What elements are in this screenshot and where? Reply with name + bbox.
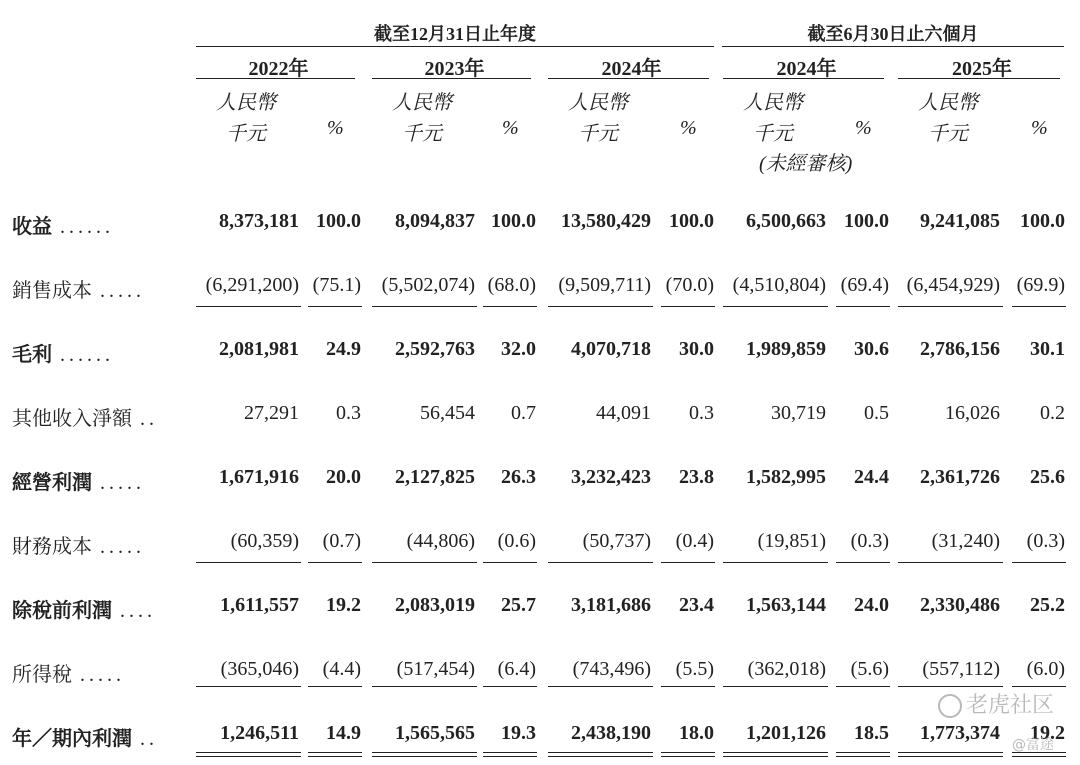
subtotal-rule bbox=[196, 306, 301, 307]
row-label-leader: .. bbox=[140, 408, 158, 430]
subtotal-rule bbox=[483, 306, 537, 307]
row-label-leader: ...... bbox=[60, 344, 114, 366]
subtotal-rule bbox=[308, 306, 362, 307]
percent-cell: 0.5 bbox=[864, 402, 889, 424]
row-label-text: 經營利潤 bbox=[12, 472, 92, 494]
amount-cell: (6,291,200) bbox=[205, 274, 299, 296]
amount-cell: 2,786,156 bbox=[920, 338, 1000, 360]
row-label-leader: ..... bbox=[100, 280, 145, 302]
amount-cell: (50,737) bbox=[582, 530, 651, 552]
subtotal-rule bbox=[548, 562, 653, 563]
percent-cell: 23.8 bbox=[679, 466, 714, 488]
amount-cell: (44,806) bbox=[406, 530, 475, 552]
column-year: 2025年 bbox=[952, 58, 1012, 80]
amount-cell: 1,563,144 bbox=[746, 594, 826, 616]
amount-cell: (19,851) bbox=[757, 530, 826, 552]
column-year-rule bbox=[196, 78, 355, 79]
group-rule-interim bbox=[722, 46, 1064, 47]
subtotal-rule bbox=[196, 562, 301, 563]
subtotal-rule bbox=[661, 562, 715, 563]
row-label-leader: .... bbox=[120, 600, 156, 622]
row-label bbox=[12, 402, 158, 431]
amount-cell: 27,291 bbox=[244, 402, 299, 424]
amount-cell: 2,083,019 bbox=[395, 594, 475, 616]
group-header-annual: 截至12月31日止年度 bbox=[374, 24, 536, 44]
row-label-leader: .. bbox=[140, 728, 158, 750]
row-label-text: 收益 bbox=[12, 216, 52, 238]
amount-cell: (362,018) bbox=[747, 658, 826, 680]
watermark-logo bbox=[938, 688, 1054, 719]
percent-cell: (70.0) bbox=[665, 274, 714, 296]
row-label-leader: ..... bbox=[80, 664, 125, 686]
subtotal-rule bbox=[723, 686, 828, 687]
watermark-brand: 老虎社区 bbox=[966, 693, 1055, 718]
percent-cell: 24.9 bbox=[326, 338, 361, 360]
subtotal-rule bbox=[483, 686, 537, 687]
column-year: 2024年 bbox=[776, 58, 837, 80]
percent-cell: 19.2 bbox=[326, 594, 361, 616]
percent-cell: 30.1 bbox=[1030, 338, 1065, 360]
amount-cell: 2,592,763 bbox=[395, 338, 475, 360]
subtotal-rule bbox=[372, 562, 477, 563]
percent-cell: 0.3 bbox=[689, 402, 714, 424]
row-label-text: 所得稅 bbox=[12, 664, 72, 686]
total-double-rule bbox=[372, 752, 477, 757]
subtotal-rule bbox=[308, 686, 362, 687]
subtotal-rule bbox=[836, 686, 890, 687]
percent-cell: (6.0) bbox=[1026, 658, 1065, 680]
row-label-text: 毛利 bbox=[12, 344, 52, 366]
amount-cell: 2,330,486 bbox=[920, 594, 1000, 616]
row-label bbox=[12, 594, 156, 623]
percent-cell: (75.1) bbox=[312, 274, 361, 296]
percent-cell: 24.4 bbox=[854, 466, 889, 488]
amount-cell: 1,989,859 bbox=[746, 338, 826, 360]
row-label bbox=[12, 722, 158, 751]
row-label-text: 年／期內利潤 bbox=[12, 728, 132, 750]
subtotal-rule bbox=[1012, 306, 1066, 307]
percent-cell: (0.3) bbox=[1026, 530, 1065, 552]
percent-cell: 18.5 bbox=[854, 722, 889, 744]
subtotal-rule bbox=[196, 686, 301, 687]
amount-cell: 2,438,190 bbox=[571, 722, 651, 744]
column-pct-header: % bbox=[502, 117, 519, 139]
column-year-rule bbox=[723, 78, 884, 79]
row-label-leader: ...... bbox=[60, 216, 114, 238]
column-currency: 人民幣 bbox=[216, 92, 276, 114]
percent-cell: (6.4) bbox=[497, 658, 536, 680]
percent-cell: (4.4) bbox=[322, 658, 361, 680]
subtotal-rule bbox=[661, 686, 715, 687]
column-unit: 千元 bbox=[402, 123, 442, 145]
column-year: 2024年 bbox=[601, 58, 662, 80]
amount-cell: 13,580,429 bbox=[561, 210, 651, 232]
subtotal-rule bbox=[548, 306, 653, 307]
amount-cell: (5,502,074) bbox=[381, 274, 475, 296]
column-pct-header: % bbox=[1031, 117, 1048, 139]
percent-cell: 25.2 bbox=[1030, 594, 1065, 616]
percent-cell: 0.2 bbox=[1040, 402, 1065, 424]
tiger-icon bbox=[938, 694, 962, 718]
row-label-text: 銷售成本 bbox=[12, 280, 92, 302]
subtotal-rule bbox=[1012, 686, 1066, 687]
amount-cell: 3,232,423 bbox=[571, 466, 651, 488]
row-label bbox=[12, 274, 145, 303]
column-year-rule bbox=[898, 78, 1060, 79]
amount-cell: (6,454,929) bbox=[906, 274, 1000, 296]
column-currency: 人民幣 bbox=[918, 92, 978, 114]
subtotal-rule bbox=[661, 306, 715, 307]
amount-cell: 8,373,181 bbox=[219, 210, 299, 232]
percent-cell: (5.6) bbox=[850, 658, 889, 680]
percent-cell: 0.3 bbox=[336, 402, 361, 424]
total-double-rule bbox=[483, 752, 537, 757]
column-unit: 千元 bbox=[753, 123, 793, 145]
percent-cell: (0.3) bbox=[850, 530, 889, 552]
percent-cell: 14.9 bbox=[326, 722, 361, 744]
subtotal-rule bbox=[308, 562, 362, 563]
subtotal-rule bbox=[372, 686, 477, 687]
percent-cell: 32.0 bbox=[501, 338, 536, 360]
amount-cell: (31,240) bbox=[931, 530, 1000, 552]
amount-cell: 3,181,686 bbox=[571, 594, 651, 616]
percent-cell: (0.4) bbox=[675, 530, 714, 552]
percent-cell: 100.0 bbox=[669, 210, 714, 232]
percent-cell: 19.3 bbox=[501, 722, 536, 744]
percent-cell: (69.4) bbox=[840, 274, 889, 296]
row-label bbox=[12, 530, 145, 559]
amount-cell: 9,241,085 bbox=[920, 210, 1000, 232]
column-currency: 人民幣 bbox=[568, 92, 628, 114]
amount-cell: 1,565,565 bbox=[395, 722, 475, 744]
row-label bbox=[12, 338, 114, 367]
percent-cell: 19.2 bbox=[1030, 722, 1065, 744]
row-label bbox=[12, 658, 125, 687]
amount-cell: (743,496) bbox=[572, 658, 651, 680]
group-header-interim: 截至6月30日止六個月 bbox=[807, 24, 979, 44]
row-label-text: 除稅前利潤 bbox=[12, 600, 112, 622]
amount-cell: 56,454 bbox=[420, 402, 475, 424]
amount-cell: (517,454) bbox=[396, 658, 475, 680]
percent-cell: 24.0 bbox=[854, 594, 889, 616]
amount-cell: 30,719 bbox=[771, 402, 826, 424]
amount-cell: 8,094,837 bbox=[395, 210, 475, 232]
amount-cell: (9,509,711) bbox=[558, 274, 651, 296]
row-label-text: 其他收入淨額 bbox=[12, 408, 132, 430]
amount-cell: 1,671,916 bbox=[219, 466, 299, 488]
total-double-rule bbox=[548, 752, 653, 757]
subtotal-rule bbox=[1012, 562, 1066, 563]
percent-cell: 0.7 bbox=[511, 402, 536, 424]
amount-cell: (365,046) bbox=[220, 658, 299, 680]
row-label-text: 財務成本 bbox=[12, 536, 92, 558]
column-year: 2022年 bbox=[248, 58, 309, 80]
column-unit: 千元 bbox=[928, 123, 968, 145]
column-currency: 人民幣 bbox=[743, 92, 803, 114]
subtotal-rule bbox=[836, 306, 890, 307]
amount-cell: 44,091 bbox=[596, 402, 651, 424]
column-pct-header: % bbox=[680, 117, 697, 139]
total-double-rule bbox=[196, 752, 301, 757]
row-label bbox=[12, 210, 114, 239]
amount-cell: (4,510,804) bbox=[732, 274, 826, 296]
amount-cell: 1,201,126 bbox=[746, 722, 826, 744]
subtotal-rule bbox=[483, 562, 537, 563]
subtotal-rule bbox=[898, 306, 1003, 307]
percent-cell: 100.0 bbox=[491, 210, 536, 232]
amount-cell: 2,127,825 bbox=[395, 466, 475, 488]
column-pct-header: % bbox=[327, 117, 344, 139]
amount-cell: 1,773,374 bbox=[920, 722, 1000, 744]
watermark-handle: @富途 bbox=[1012, 737, 1054, 753]
subtotal-rule bbox=[548, 686, 653, 687]
percent-cell: 26.3 bbox=[501, 466, 536, 488]
percent-cell: (0.7) bbox=[322, 530, 361, 552]
percent-cell: 18.0 bbox=[679, 722, 714, 744]
amount-cell: (60,359) bbox=[230, 530, 299, 552]
percent-cell: 23.4 bbox=[679, 594, 714, 616]
total-double-rule bbox=[661, 752, 715, 757]
total-double-rule bbox=[836, 752, 890, 757]
total-double-rule bbox=[308, 752, 362, 757]
percent-cell: 30.0 bbox=[679, 338, 714, 360]
percent-cell: 100.0 bbox=[844, 210, 889, 232]
subtotal-rule bbox=[836, 562, 890, 563]
subtotal-rule bbox=[723, 562, 828, 563]
percent-cell: 25.6 bbox=[1030, 466, 1065, 488]
column-unit: 千元 bbox=[226, 123, 266, 145]
column-year: 2023年 bbox=[424, 58, 485, 80]
group-rule-annual bbox=[196, 46, 714, 47]
row-label-leader: ..... bbox=[100, 536, 145, 558]
amount-cell: 2,081,981 bbox=[219, 338, 299, 360]
total-double-rule bbox=[723, 752, 828, 757]
subtotal-rule bbox=[372, 306, 477, 307]
amount-cell: 4,070,718 bbox=[571, 338, 651, 360]
subtotal-rule bbox=[898, 686, 1003, 687]
column-year-rule bbox=[548, 78, 709, 79]
percent-cell: 20.0 bbox=[326, 466, 361, 488]
amount-cell: (557,112) bbox=[922, 658, 1000, 680]
amount-cell: 16,026 bbox=[945, 402, 1000, 424]
amount-cell: 1,582,995 bbox=[746, 466, 826, 488]
amount-cell: 2,361,726 bbox=[920, 466, 1000, 488]
percent-cell: 100.0 bbox=[316, 210, 361, 232]
amount-cell: 1,611,557 bbox=[220, 594, 299, 616]
row-label bbox=[12, 466, 145, 495]
percent-cell: 25.7 bbox=[501, 594, 536, 616]
percent-cell: 100.0 bbox=[1020, 210, 1065, 232]
column-unit: 千元 bbox=[578, 123, 618, 145]
percent-cell: (69.9) bbox=[1016, 274, 1065, 296]
column-currency: 人民幣 bbox=[392, 92, 452, 114]
column-year-rule bbox=[372, 78, 531, 79]
subtotal-rule bbox=[898, 562, 1003, 563]
percent-cell: (68.0) bbox=[487, 274, 536, 296]
column-unaudited-note: (未經審核) bbox=[759, 153, 853, 175]
percent-cell: (5.5) bbox=[675, 658, 714, 680]
amount-cell: 1,246,511 bbox=[220, 722, 299, 744]
percent-cell: 30.6 bbox=[854, 338, 889, 360]
column-pct-header: % bbox=[855, 117, 872, 139]
percent-cell: (0.6) bbox=[497, 530, 536, 552]
total-double-rule bbox=[898, 752, 1003, 757]
amount-cell: 6,500,663 bbox=[746, 210, 826, 232]
row-label-leader: ..... bbox=[100, 472, 145, 494]
subtotal-rule bbox=[723, 306, 828, 307]
